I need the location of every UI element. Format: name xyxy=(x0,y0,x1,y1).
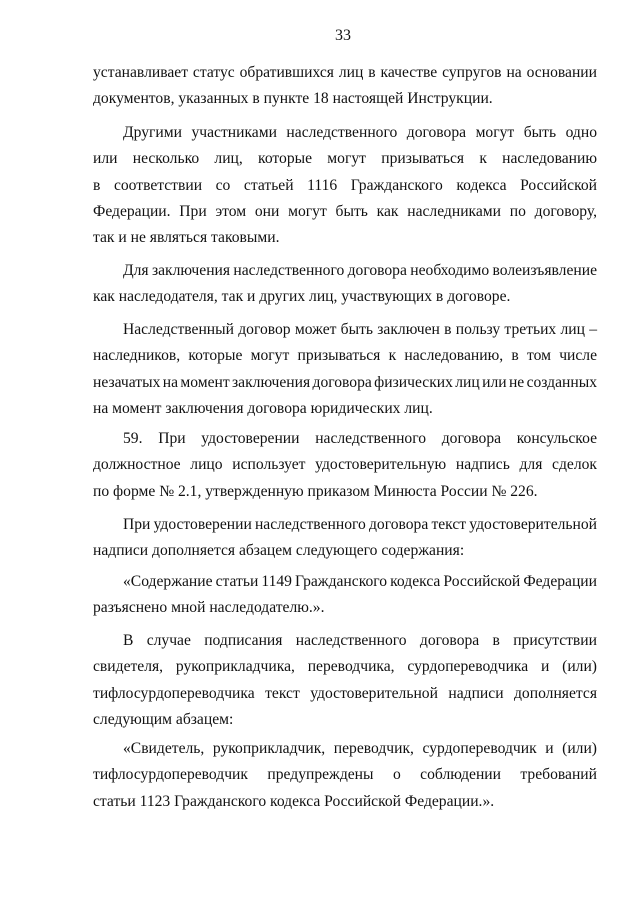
text-line: тифлосурдопереводчик предупреждены о соблюдении требований xyxy=(93,766,597,784)
text-line: по форме № 2.1, утвержденную приказом Минюста России № 226. xyxy=(93,482,538,500)
text-line: Другими участниками наследственного договора могут быть одно xyxy=(123,124,597,141)
text-line: «Содержание статьи 1149 Гражданского кодекса Российской Федерации xyxy=(123,573,597,590)
text-line: незачатых на момент заключения договора физических лиц или не созданных xyxy=(93,373,597,391)
text-line: следующим абзацем: xyxy=(93,710,234,728)
text-line: «Свидетель, рукоприкладчик, переводчик, сурдопереводчик и (или) xyxy=(123,740,597,757)
text-line: 59. При удостоверении наследственного договора консульское xyxy=(123,430,597,447)
text-line: документов, указанных в пункте 18 настоящей Инструкции. xyxy=(93,90,493,108)
text-line: свидетеля, рукоприкладчика, переводчика, сурдопереводчика и (или) xyxy=(93,658,597,676)
text-line: Для заключения наследственного договора необходимо волеизъявление xyxy=(123,262,597,279)
text-line: надписи дополняется абзацем следующего содержания: xyxy=(93,542,465,560)
text-line: на момент заключения договора юридических лиц. xyxy=(93,399,433,417)
text-line: как наследодателя, так и других лиц, участвующих в договоре. xyxy=(93,288,511,306)
text-line: статьи 1123 Гражданского кодекса Российской Федерации.». xyxy=(93,792,495,810)
text-line: При удостоверении наследственного договора текст удостоверительной xyxy=(123,516,597,533)
page-number: 33 xyxy=(335,27,351,44)
text-line: разъяснено мной наследодателю.». xyxy=(93,599,325,617)
text-line: Наследственный договор может быть заключен в пользу третьих лиц – xyxy=(123,321,597,338)
text-line: должностное лицо использует удостоверительную надпись для сделок xyxy=(93,456,597,474)
text-line: Федерации. При этом они могут быть как наследниками по договору, xyxy=(93,202,597,220)
text-line: устанавливает статус обратившихся лиц в качестве супругов на основании xyxy=(93,64,597,81)
text-line: или несколько лиц, которые могут призываться к наследованию xyxy=(93,150,597,168)
text-line: наследников, которые могут призываться к наследованию, в том числе xyxy=(93,347,597,365)
text-line: в соответствии со статьей 1116 Гражданского кодекса Российской xyxy=(93,176,597,194)
text-line: так и не являться таковыми. xyxy=(93,229,280,247)
text-line: тифлосурдопереводчика текст удостоверительной надписи дополняется xyxy=(93,684,597,702)
text-line: В случае подписания наследственного договора в присутствии xyxy=(123,632,597,649)
